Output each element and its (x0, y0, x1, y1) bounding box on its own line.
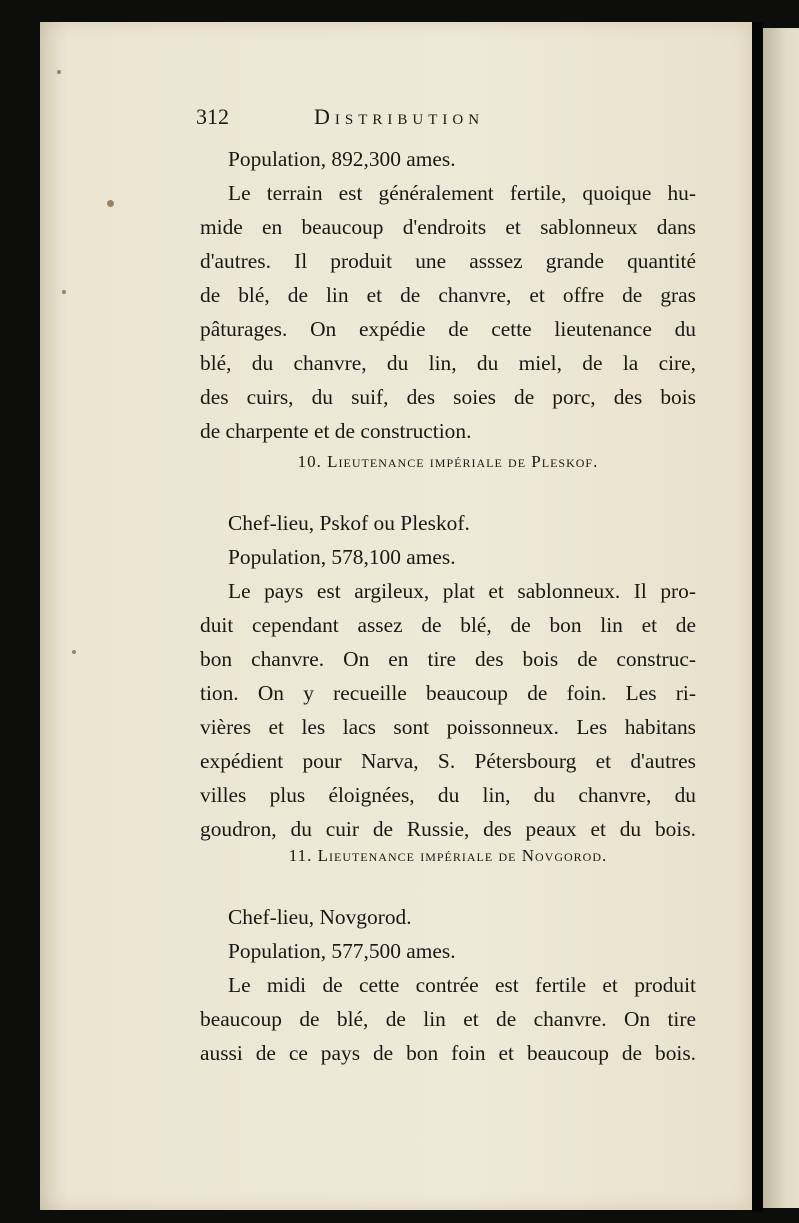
text-line: Chef-lieu, Novgorod. (228, 905, 412, 929)
facing-page-edge (763, 28, 799, 1208)
text-line: aussi de ce pays de bon foin et beaucoup de bois. (200, 1041, 696, 1065)
section-novgorod-text (200, 900, 696, 1070)
text-line: Population, 892,300 ames. (228, 147, 456, 171)
text-line: Population, 577,500 ames. (228, 939, 456, 963)
text-line: Chef-lieu, Pskof ou Pleskof. (228, 511, 470, 535)
text-line: beaucoup de blé, de lin et de chanvre. On tire (200, 1007, 696, 1031)
text-line: pâturages. On expédie de cette lieutenance du (200, 317, 696, 341)
text-line: mide en beaucoup d'endroits et sablonneux dans (200, 215, 696, 239)
text-line: villes plus éloignées, du lin, du chanvre, du (200, 783, 696, 807)
paper-speck (107, 200, 114, 207)
section-intro-text (200, 142, 696, 448)
text-line: Le midi de cette contrée est fertile et produit (228, 973, 696, 997)
paper-speck (57, 70, 61, 74)
text-line: de blé, de lin et de chanvre, et offre de gras (200, 283, 696, 307)
section-pleskof-text (200, 506, 696, 846)
paper-speck (62, 290, 66, 294)
section-heading-pleskof: 10. Lieutenance impériale de Pleskof. (297, 452, 599, 471)
text-line: tion. On y recueille beaucoup de foin. Les ri- (200, 681, 696, 705)
running-title: Distribution (314, 104, 485, 129)
paper-speck (72, 650, 76, 654)
page-number: 312 (196, 104, 229, 129)
page-header (196, 104, 596, 132)
section-heading-novgorod: 11. Lieutenance impériale de Novgorod. (288, 846, 608, 865)
text-line: Population, 578,100 ames. (228, 545, 456, 569)
text-line: Le terrain est généralement fertile, quoique hu- (228, 181, 696, 205)
text-line: blé, du chanvre, du lin, du miel, de la cire, (200, 351, 696, 375)
text-line: Le pays est argileux, plat et sablonneux. Il pro- (228, 579, 696, 603)
text-line: des cuirs, du suif, des soies de porc, des bois (200, 385, 696, 409)
text-line: goudron, du cuir de Russie, des peaux et du bois. (200, 817, 696, 841)
text-line: d'autres. Il produit une asssez grande quantité (200, 249, 696, 273)
text-line: expédient pour Narva, S. Pétersbourg et d'autres (200, 749, 696, 773)
text-line: bon chanvre. On en tire des bois de construc- (200, 647, 696, 671)
text-line: duit cependant assez de blé, de bon lin et de (200, 613, 696, 637)
text-line: de charpente et de construction. (200, 419, 472, 443)
text-line: vières et les lacs sont poissonneux. Les habitans (200, 715, 696, 739)
page-gutter (752, 22, 763, 1212)
